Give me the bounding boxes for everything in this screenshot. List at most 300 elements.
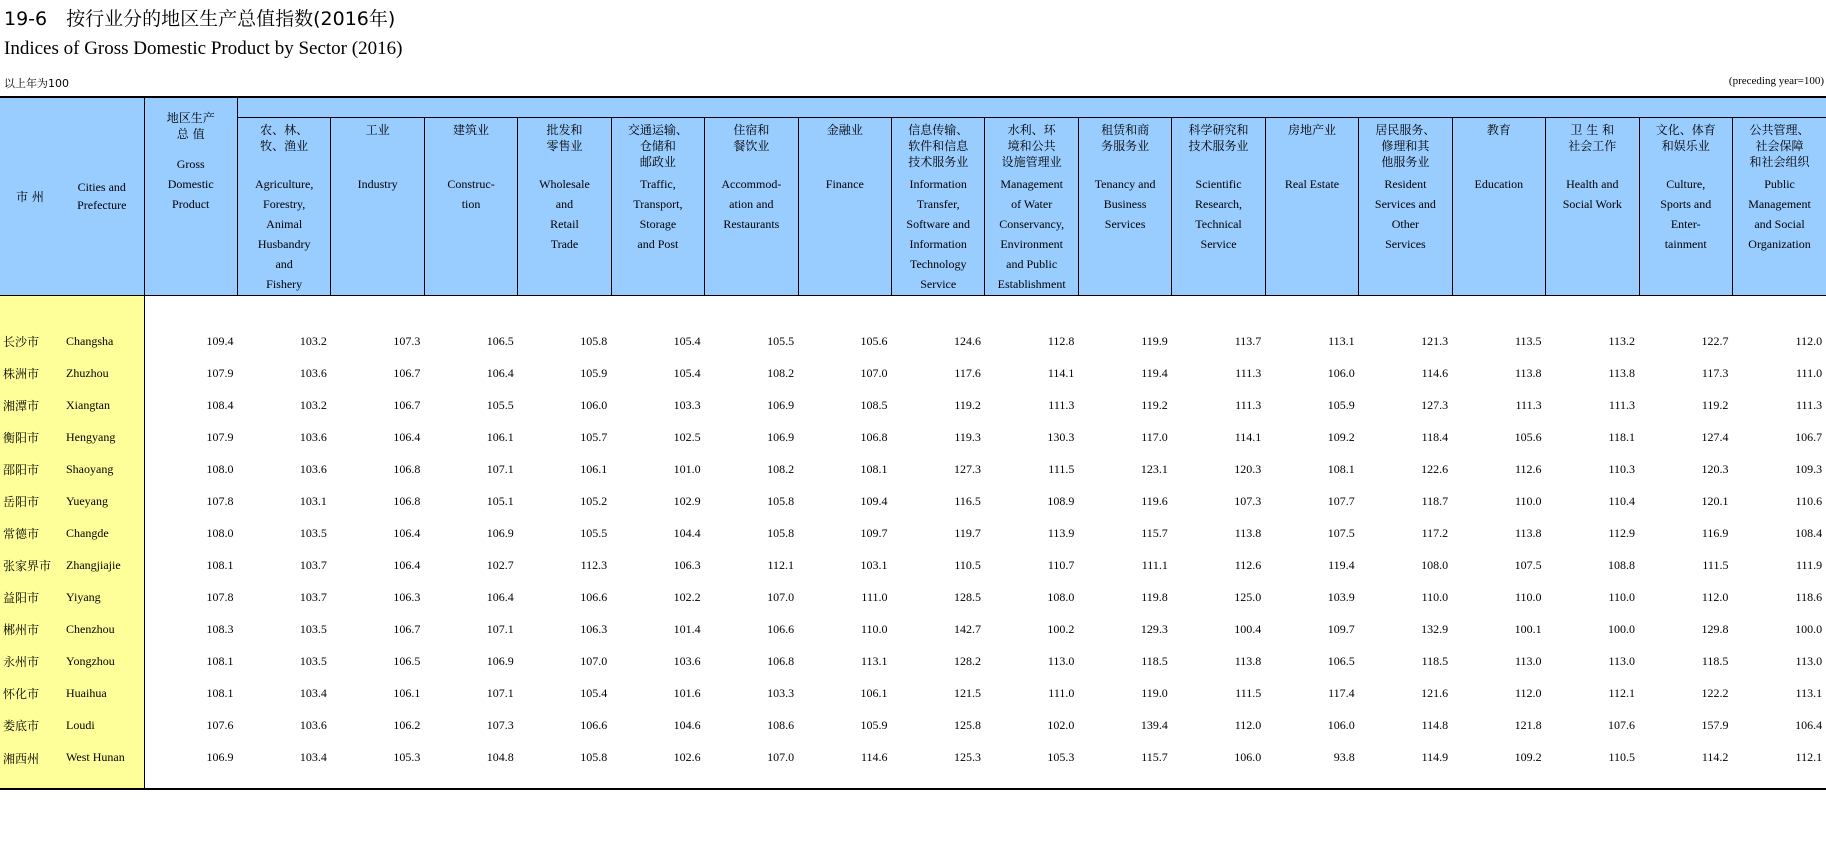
- table-cell: 106.3: [580, 621, 608, 636]
- column-header-en: Accommod- ation and Restaurants: [721, 176, 782, 231]
- gdp-index-table: [0, 96, 1826, 793]
- table-cell: 113.1: [860, 653, 888, 668]
- table-cell: 107.6: [206, 717, 234, 732]
- table-cell: 111.3: [1796, 397, 1823, 412]
- table-cell: 105.8: [767, 493, 795, 508]
- table-cell: 108.1: [206, 653, 234, 668]
- column-header-cn: 金融业: [826, 122, 863, 137]
- table-cell: 113.0: [1047, 653, 1075, 668]
- table-cell: 106.9: [767, 429, 795, 444]
- table-row: [0, 645, 1826, 677]
- table-cell: 128.5: [953, 589, 981, 604]
- column-header-en: Industry: [357, 176, 398, 191]
- table-cell: 123.1: [1140, 461, 1168, 476]
- column-header-cn: 公共管理、 社会保障 和社会组织: [1749, 122, 1810, 169]
- column-header-en: Public Management and Social Organization: [1748, 176, 1811, 251]
- table-cell: 110.7: [1047, 557, 1075, 572]
- table-cell: 106.1: [393, 685, 421, 700]
- table-cell: 111.3: [1515, 397, 1542, 412]
- table-cell: 112.0: [1515, 685, 1542, 700]
- table-cell: 100.1: [1514, 621, 1542, 636]
- table-cell: 118.5: [1421, 653, 1449, 668]
- table-cell: 119.2: [1141, 397, 1168, 412]
- table-cell: 107.3: [486, 717, 514, 732]
- table-cell: 103.9: [1327, 589, 1355, 604]
- table-cell: 104.8: [486, 750, 514, 764]
- column-header-en: Health and Social Work: [1562, 176, 1622, 211]
- column-header-en: Real Estate: [1284, 176, 1340, 191]
- table-cell: 114.8: [1421, 717, 1449, 732]
- column-header-gdp: 地区生产 总 值 Gross Domestic Product: [144, 97, 237, 295]
- table-cell: 119.9: [1141, 333, 1168, 348]
- table-cell: 109.2: [1514, 750, 1542, 764]
- table-cell: 103.4: [299, 750, 327, 764]
- table-cell: 103.7: [299, 557, 327, 572]
- table-cell: 105.5: [580, 525, 608, 540]
- table-cell: 121.8: [1514, 717, 1542, 732]
- table-cell: 106.5: [393, 653, 421, 668]
- table-cell: 111.0: [861, 589, 888, 604]
- row-label-en: Changsha: [60, 325, 144, 357]
- table-cell: 106.1: [486, 429, 514, 444]
- table-cell: 105.8: [580, 333, 608, 348]
- column-header-en: Resident Services and Other Services: [1374, 176, 1436, 251]
- table-cell: 118.5: [1701, 653, 1729, 668]
- table-cell: 119.2: [954, 397, 981, 412]
- table-cell: 102.6: [673, 750, 701, 764]
- table-cell: 114.9: [1421, 750, 1449, 764]
- column-header-en: Information Transfer, Software and Information Technology Service: [906, 176, 971, 291]
- table-cell: 127.3: [1421, 397, 1449, 412]
- table-cell: 112.6: [1234, 557, 1262, 572]
- column-header: [424, 117, 517, 295]
- table-cell: 108.0: [206, 461, 234, 476]
- table-cell: 117.0: [1141, 429, 1168, 444]
- table-row: [0, 741, 1826, 789]
- table-cell: 110.4: [1608, 493, 1635, 508]
- table-cell: 107.1: [486, 461, 514, 476]
- table-cell: 110.0: [860, 621, 888, 636]
- column-header-en: Management of Water Conservancy, Environment and Public Establishment: [997, 176, 1066, 291]
- table-cell: 113.0: [1515, 653, 1542, 668]
- table-cell: 117.2: [1421, 525, 1449, 540]
- table-cell: 103.6: [299, 461, 327, 476]
- row-label-en: Zhuzhou: [60, 357, 144, 389]
- column-header-cn: 工业: [365, 122, 390, 137]
- table-cell: 105.3: [393, 750, 421, 764]
- table-cell: 93.8: [1333, 750, 1355, 764]
- table-cell: 106.9: [486, 525, 514, 540]
- table-cell: 113.8: [1515, 365, 1542, 380]
- table-cell: 106.4: [393, 429, 421, 444]
- page-title-en: Indices of Gross Domestic Product by Sector (2016): [4, 38, 403, 59]
- table-cell: 105.9: [860, 717, 888, 732]
- table-row: [0, 677, 1826, 709]
- table-row: [0, 709, 1826, 741]
- column-header: [1639, 117, 1732, 295]
- table-cell: 110.5: [954, 557, 981, 572]
- column-header-cn: 教育: [1486, 122, 1511, 137]
- table-cell: 111.0: [1796, 365, 1823, 380]
- column-header: [237, 117, 330, 295]
- row-label-cn: 长沙市: [0, 325, 60, 357]
- table-cell: 113.1: [1328, 333, 1355, 348]
- table-cell: 107.0: [860, 365, 888, 380]
- table-cell: 100.0: [1608, 621, 1635, 636]
- table-cell: 106.0: [1234, 750, 1262, 764]
- table-cell: 122.7: [1701, 333, 1729, 348]
- table-cell: 105.8: [580, 750, 608, 764]
- stub-header-en: Cities and Prefecture: [60, 97, 144, 295]
- table-cell: 112.3: [580, 557, 608, 572]
- table-bottom-rule: [0, 789, 1826, 793]
- table-cell: 105.3: [1047, 750, 1075, 764]
- table-cell: 102.7: [486, 557, 514, 572]
- table-cell: 106.0: [580, 397, 608, 412]
- table-cell: 105.4: [673, 333, 701, 348]
- row-label-en: Zhangjiajie: [60, 549, 144, 581]
- table-cell: 105.5: [767, 333, 795, 348]
- row-label-en: Shaoyang: [60, 453, 144, 485]
- table-row: [0, 613, 1826, 645]
- column-header-cn: 水利、环 境和公共 设施管理业: [1001, 122, 1062, 169]
- column-header: [1452, 117, 1545, 295]
- column-header-cn: 文化、体育 和娱乐业: [1655, 122, 1716, 153]
- table-cell: 108.4: [1795, 525, 1823, 540]
- table-cell: 113.8: [1234, 653, 1262, 668]
- row-label-cn: 张家界市: [0, 549, 60, 581]
- table-cell: 101.4: [673, 621, 701, 636]
- column-header: [611, 117, 704, 295]
- data-table-container: [0, 96, 1823, 793]
- table-cell: 132.9: [1421, 621, 1449, 636]
- table-cell: 108.3: [206, 621, 234, 636]
- table-cell: 103.6: [673, 653, 701, 668]
- table-cell: 114.1: [1234, 429, 1262, 444]
- table-cell: 106.4: [1795, 717, 1823, 732]
- row-label-en: Loudi: [60, 709, 144, 741]
- table-cell: 111.5: [1702, 557, 1729, 572]
- table-cell: 112.0: [1701, 589, 1729, 604]
- table-cell: 121.5: [953, 685, 981, 700]
- table-cell: 108.0: [1047, 589, 1075, 604]
- column-header: [1265, 117, 1358, 295]
- row-label-cn: 常德市: [0, 517, 60, 549]
- table-cell: 105.5: [486, 397, 514, 412]
- table-cell: 108.1: [1327, 461, 1355, 476]
- table-cell: 108.2: [767, 365, 795, 380]
- table-row: [0, 325, 1826, 357]
- table-cell: 106.6: [767, 621, 795, 636]
- sector-group-header: [237, 97, 1826, 117]
- column-header-cn: 租赁和商 务服务业: [1101, 122, 1150, 153]
- table-cell: 127.3: [953, 461, 981, 476]
- column-header-en: Finance: [825, 176, 864, 191]
- table-cell: 122.6: [1421, 461, 1449, 476]
- column-header-en: Construc- tion: [447, 176, 495, 211]
- table-cell: 116.9: [1701, 525, 1729, 540]
- table-cell: 116.5: [954, 493, 981, 508]
- table-cell: 109.7: [860, 525, 888, 540]
- unit-note-en: (preceding year=100): [1728, 75, 1824, 87]
- table-cell: 118.5: [1141, 653, 1168, 668]
- table-cell: 106.6: [580, 589, 608, 604]
- row-label-cn: 邵阳市: [0, 453, 60, 485]
- table-cell: 107.0: [767, 750, 795, 764]
- column-header: [1359, 117, 1452, 295]
- table-cell: 106.9: [206, 750, 234, 764]
- row-label-cn: 湘潭市: [0, 389, 60, 421]
- table-cell: 129.8: [1701, 621, 1729, 636]
- table-cell: 103.2: [299, 397, 327, 412]
- column-header-cn: 交通运输、 仓储和 邮政业: [627, 122, 688, 169]
- table-cell: 107.3: [1234, 493, 1262, 508]
- table-row: [0, 549, 1826, 581]
- table-cell: 106.7: [393, 621, 421, 636]
- table-cell: 112.0: [1234, 717, 1262, 732]
- table-cell: 106.4: [393, 557, 421, 572]
- table-cell: 105.6: [860, 333, 888, 348]
- table-cell: 125.3: [953, 750, 981, 764]
- column-header: [1546, 117, 1639, 295]
- table-cell: 112.6: [1515, 461, 1542, 476]
- column-header-cn: 房地产业: [1287, 122, 1336, 137]
- table-cell: 107.5: [1327, 525, 1355, 540]
- table-cell: 113.7: [1234, 333, 1262, 348]
- table-row: [0, 453, 1826, 485]
- table-cell: 119.6: [1141, 493, 1168, 508]
- row-label-cn: 湘西州: [0, 741, 60, 789]
- table-cell: 106.8: [393, 493, 421, 508]
- table-cell: 103.5: [299, 525, 327, 540]
- row-label-en: West Hunan: [60, 741, 144, 789]
- table-cell: 106.4: [486, 365, 514, 380]
- table-cell: 106.5: [486, 333, 514, 348]
- table-cell: 100.0: [1795, 621, 1823, 636]
- table-cell: 119.3: [954, 429, 981, 444]
- page-title-cn: 19-6 按行业分的地区生产总值指数(2016年): [4, 8, 396, 30]
- column-header: [1172, 117, 1265, 295]
- row-label-cn: 益阳市: [0, 581, 60, 613]
- table-cell: 114.6: [1421, 365, 1449, 380]
- table-cell: 105.4: [673, 365, 701, 380]
- column-header-cn: 信息传输、 软件和信息 技术服务业: [908, 122, 969, 169]
- table-cell: 106.9: [486, 653, 514, 668]
- row-label-cn: 郴州市: [0, 613, 60, 645]
- table-cell: 111.3: [1048, 397, 1075, 412]
- table-cell: 109.7: [1327, 621, 1355, 636]
- table-cell: 114.6: [860, 750, 888, 764]
- table-cell: 103.7: [299, 589, 327, 604]
- table-cell: 107.0: [767, 589, 795, 604]
- table-cell: 106.8: [393, 461, 421, 476]
- table-cell: 103.3: [767, 685, 795, 700]
- table-cell: 108.1: [206, 685, 234, 700]
- table-cell: 103.6: [299, 717, 327, 732]
- table-cell: 106.2: [393, 717, 421, 732]
- table-cell: 112.8: [1047, 333, 1075, 348]
- column-header-cn: 卫 生 和 社会工作: [1568, 122, 1617, 153]
- table-cell: 110.6: [1795, 493, 1823, 508]
- table-cell: 107.1: [486, 621, 514, 636]
- column-header-cn: 居民服务、 修理和其 他服务业: [1375, 122, 1436, 169]
- table-cell: 113.9: [1047, 525, 1075, 540]
- table-cell: 111.5: [1235, 685, 1262, 700]
- table-cell: 128.2: [953, 653, 981, 668]
- table-cell: 125.0: [1234, 589, 1262, 604]
- table-cell: 111.9: [1796, 557, 1823, 572]
- table-cell: 106.1: [580, 461, 608, 476]
- table-cell: 110.0: [1515, 589, 1542, 604]
- column-header-en: Culture, Sports and Enter- tainment: [1660, 176, 1712, 251]
- table-cell: 108.5: [860, 397, 888, 412]
- table-cell: 113.0: [1795, 653, 1823, 668]
- table-cell: 114.1: [1047, 365, 1075, 380]
- column-header: [331, 117, 424, 295]
- table-cell: 105.8: [767, 525, 795, 540]
- row-label-en: Xiangtan: [60, 389, 144, 421]
- table-cell: 105.7: [580, 429, 608, 444]
- table-cell: 142.7: [953, 621, 981, 636]
- table-cell: 115.7: [1141, 525, 1168, 540]
- table-cell: 112.1: [1608, 685, 1635, 700]
- column-header: [798, 117, 891, 295]
- table-cell: 106.3: [393, 589, 421, 604]
- stub-header-cn: 市 州: [0, 97, 60, 295]
- table-cell: 108.9: [1047, 493, 1075, 508]
- table-cell: 106.0: [1327, 365, 1355, 380]
- table-cell: 111.5: [1048, 461, 1075, 476]
- table-cell: 111.1: [1141, 557, 1168, 572]
- row-label-en: Changde: [60, 517, 144, 549]
- table-cell: 120.1: [1701, 493, 1729, 508]
- table-cell: 103.5: [299, 653, 327, 668]
- table-cell: 110.0: [1515, 493, 1542, 508]
- table-cell: 102.2: [673, 589, 701, 604]
- table-cell: 117.3: [1701, 365, 1729, 380]
- table-cell: 107.9: [206, 429, 234, 444]
- table-cell: 108.4: [206, 397, 234, 412]
- table-cell: 108.0: [206, 525, 234, 540]
- unit-note-cn: 以上年为100: [4, 77, 69, 90]
- table-cell: 105.2: [580, 493, 608, 508]
- table-cell: 113.8: [1234, 525, 1262, 540]
- table-cell: 121.6: [1421, 685, 1449, 700]
- row-label-en: Huaihua: [60, 677, 144, 709]
- table-cell: 118.1: [1608, 429, 1635, 444]
- table-cell: 111.3: [1235, 397, 1262, 412]
- column-header-en: Tenancy and Business Services: [1094, 176, 1156, 231]
- table-cell: 111.0: [1048, 685, 1075, 700]
- table-cell: 109.3: [1795, 461, 1823, 476]
- table-cell: 106.7: [393, 365, 421, 380]
- table-cell: 139.4: [1140, 717, 1168, 732]
- table-cell: 108.8: [1608, 557, 1635, 572]
- table-cell: 112.0: [1795, 333, 1823, 348]
- table-cell: 111.3: [1608, 397, 1635, 412]
- table-cell: 103.1: [299, 493, 327, 508]
- row-label-cn: 永州市: [0, 645, 60, 677]
- table-cell: 107.8: [206, 589, 234, 604]
- table-row: [0, 485, 1826, 517]
- table-cell: 104.6: [673, 717, 701, 732]
- table-cell: 108.0: [1421, 557, 1449, 572]
- table-cell: 110.3: [1608, 461, 1635, 476]
- table-cell: 112.1: [1795, 750, 1823, 764]
- table-cell: 157.9: [1701, 717, 1729, 732]
- table-cell: 113.1: [1795, 685, 1823, 700]
- table-cell: 110.0: [1608, 589, 1635, 604]
- table-cell: 113.8: [1608, 365, 1635, 380]
- table-cell: 105.1: [486, 493, 514, 508]
- table-cell: 108.2: [767, 461, 795, 476]
- table-cell: 113.5: [1515, 333, 1542, 348]
- column-header-en: Agriculture, Forestry, Animal Husbandry and Fishery: [255, 176, 314, 291]
- table-cell: 107.5: [1514, 557, 1542, 572]
- table-cell: 129.3: [1140, 621, 1168, 636]
- table-cell: 106.9: [767, 397, 795, 412]
- table-cell: 108.6: [767, 717, 795, 732]
- table-cell: 125.8: [953, 717, 981, 732]
- row-label-cn: 衡阳市: [0, 421, 60, 453]
- column-header: [1732, 117, 1826, 295]
- table-cell: 124.6: [953, 333, 981, 348]
- table-cell: 102.9: [673, 493, 701, 508]
- table-row: [0, 517, 1826, 549]
- column-header-en: Education: [1474, 176, 1524, 191]
- column-header-en: Scientific Research, Technical Service: [1195, 176, 1243, 251]
- table-cell: 106.8: [860, 429, 888, 444]
- row-label-en: Yiyang: [60, 581, 144, 613]
- table-cell: 103.5: [299, 621, 327, 636]
- table-cell: 109.2: [1327, 429, 1355, 444]
- table-cell: 118.6: [1795, 589, 1823, 604]
- table-cell: 110.5: [1608, 750, 1635, 764]
- table-cell: 115.7: [1141, 750, 1168, 764]
- row-label-cn: 株洲市: [0, 357, 60, 389]
- column-header: [985, 117, 1078, 295]
- table-cell: 117.6: [954, 365, 981, 380]
- table-cell: 119.2: [1701, 397, 1729, 412]
- table-cell: 122.2: [1701, 685, 1729, 700]
- column-header-cn: 科学研究和 技术服务业: [1188, 122, 1249, 153]
- column-header: [1078, 117, 1171, 295]
- table-cell: 119.4: [1328, 557, 1355, 572]
- table-cell: 106.6: [580, 717, 608, 732]
- table-cell: 120.3: [1701, 461, 1729, 476]
- table-cell: 110.0: [1421, 589, 1449, 604]
- table-cell: 107.1: [486, 685, 514, 700]
- table-cell: 112.9: [1608, 525, 1635, 540]
- table-row: [0, 357, 1826, 389]
- table-cell: 107.6: [1608, 717, 1635, 732]
- table-cell: 113.8: [1515, 525, 1542, 540]
- table-cell: 105.9: [1327, 397, 1355, 412]
- table-row: [0, 581, 1826, 613]
- table-cell: 101.6: [673, 685, 701, 700]
- table-cell: 103.3: [673, 397, 701, 412]
- table-cell: 106.5: [1327, 653, 1355, 668]
- table-cell: 107.3: [393, 333, 421, 348]
- table-cell: 103.1: [860, 557, 888, 572]
- table-cell: 100.4: [1234, 621, 1262, 636]
- table-cell: 118.4: [1421, 429, 1449, 444]
- table-cell: 106.7: [1795, 429, 1823, 444]
- column-header-cn: 农、林、 牧、渔业: [260, 122, 309, 153]
- table-cell: 103.6: [299, 365, 327, 380]
- row-label-en: Chenzhou: [60, 613, 144, 645]
- row-label-cn: 岳阳市: [0, 485, 60, 517]
